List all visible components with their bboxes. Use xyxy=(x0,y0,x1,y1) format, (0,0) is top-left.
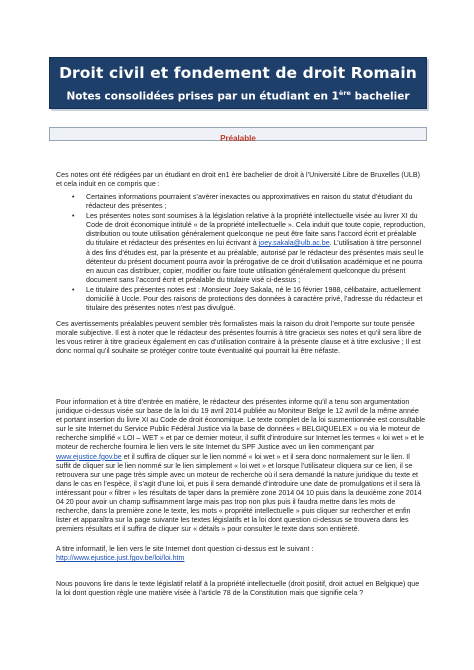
list-item xyxy=(72,193,426,211)
section-header xyxy=(49,127,427,141)
info-text-after: et il suffira de cliquer sur le lien nommé « loi wet » et il sera donc normalement sur le lien. Il suffit de cliquer sur le lien nommé sur le lien simplement « loi wet » et lorsque l’utilisateur cliquera sur ce lien, il se retrouvera sur une page très simple avec un moteur de recherche où il sera demandé la nature juridique du texte et dans le cas en l’espèce, il s’agit d’une loi, et puis il sera demandé d’introduire une date de promulgations et il sera là intéressant pour « filtrer » les résultats de taper dans la première zone 2014 04 10 puis dans la deuxième zone 2014 04 20 pour avoir un champ suffisamment large mais pas trop non plus puis il faudra mettre dans les mots de recherche, dans la première zone le texte, les mots « propriété intellectuelle » puis cliquer sur rechercher et enfin lister et apparaîtra sur la page suivante les textes législatifs et la loi dont question ci-dessus se trouvera dans les premiers résultats et il suffira de cliquer sur « détails » pour consulter le texte dans son entièreté. xyxy=(56,452,422,534)
bullet-icon: • xyxy=(72,213,75,221)
info-text-before: Pour information et à titre d’entrée en matière, le rédacteur des présentes informe qu’il a tenu son argumentation juridique ci-dessus visée sur base de la loi du 19 avril 2014 publiée au Moniteur Belge le 12 avril de la même année et portant insertion du livre XI au Code de droit économique. Le texte complet de la loi susmentionnée est consultable sur le site Internet du Service Public Fédéral Justice via la base de données « BELGIQUELEX » ou via le moteur de recherche simplifié « LOI – WET » et par ce dernier moteur, il suffit d’introduire sur Internet les termes « loi wet » et le moteur de recherche fournira le lien vers le site Internet du SPF Justice avec un lien commençant par xyxy=(56,398,426,452)
intro-paragraph: Ces notes ont été rédigées par un étudiant en droit en1 ère bachelier de droit à l’Université Libre de Bruxelles (ULB) et cela induit en ce compris que : xyxy=(56,171,420,189)
title-banner xyxy=(49,57,427,109)
bullet-icon: • xyxy=(72,194,75,201)
subtitle-main: Notes consolidées prises par un étudiant en 1 xyxy=(66,90,339,103)
bullet-text: Le titulaire des présentes notes est : Monsieur Joey Sakala, né le 16 février 1988, célibataire, actuellement domicilié à Uccle. Pour des raisons de protections des données à caractère privé, l’adresse du rédacteur et titulaire des présentes notes n’est pas divulgué. xyxy=(86,285,423,313)
list-item xyxy=(72,286,426,313)
closing-paragraph: Nous pouvons lire dans le texte législatif relatif à la propriété intellectuelle (droit positif, droit actuel en Belgique) que la loi dont question règle une matière visée à l’article 78 de la Constitution mais que signifie cela ? xyxy=(56,580,420,598)
document-title: Droit civil et fondement de droit Romain xyxy=(59,64,417,82)
bullet-list xyxy=(72,193,426,314)
bullet-text-before: Les présentes notes sont soumises à la législation relative à la propriété intellectuelle visée au livrer XI du Code de droit économique intitulé « de la propriété intellectuelle ». Cela induit que toute copie, reproduction, distribution ou toute utilisation généralement quelconque ne peut être faite sans l’accord écrit et préalable du titulaire et rédacteur des présentes en lui écrivant à xyxy=(86,212,426,248)
email-link[interactable]: joey.sakala@ulb.ac.be xyxy=(258,239,330,248)
document-subtitle xyxy=(50,89,426,103)
subtitle-end: bachelier xyxy=(350,90,410,103)
subtitle-superscript: ère xyxy=(338,89,351,97)
info-paragraph xyxy=(56,398,426,534)
bullet-icon: • xyxy=(72,286,75,294)
more-info-paragraph: A titre informatif, le lien vers le site Internet dont question ci-dessus est le suivant : xyxy=(56,545,314,553)
list-item xyxy=(72,212,426,285)
bullet-text: Certaines informations pourraient s’avérer inexactes ou approximatives en raison du statut d’étudiant du rédacteur des présentes ; xyxy=(86,193,413,211)
ejustice-link[interactable]: www.ejustice.fgov.be xyxy=(56,452,122,461)
section-label: Préalable xyxy=(220,134,256,143)
more-info-link-line xyxy=(56,554,184,563)
warning-paragraph: Ces avertissements préalables peuvent sembler très formalistes mais la raison du droit l’emporte sur toute pensée morale subjective. Il est à noter que le rédacteur des présentes fournis à titre gracieux ses notes et qu’il sera libre de les vous retirer à titre gracieux également en cas d’utilisation contraire à la présente clause et à titre exclusive ; Il est donc normal qu’il souhaite se protéger contre toute éventualité qui pourrait lui être néfaste. xyxy=(56,320,422,356)
bullet-text-after: . L’utilisation à titre personnel à des fins d’études est, par la présente et au préalable, autorisé par le rédacteur des présentes mais seul le détenteur du présent document pourra avoir la prérogative de ce droit d’utilisation académique et ne pourra en aucun cas distribuer, copier, modifier ou faire toute utilisation généralement quelconque du présent document sans l’accord écrit et préalable du titulaire visé ci-dessus ; xyxy=(86,239,424,284)
loi-link[interactable]: http://www.ejustice.just.fgov.be/loi/loi.htm xyxy=(56,554,185,562)
